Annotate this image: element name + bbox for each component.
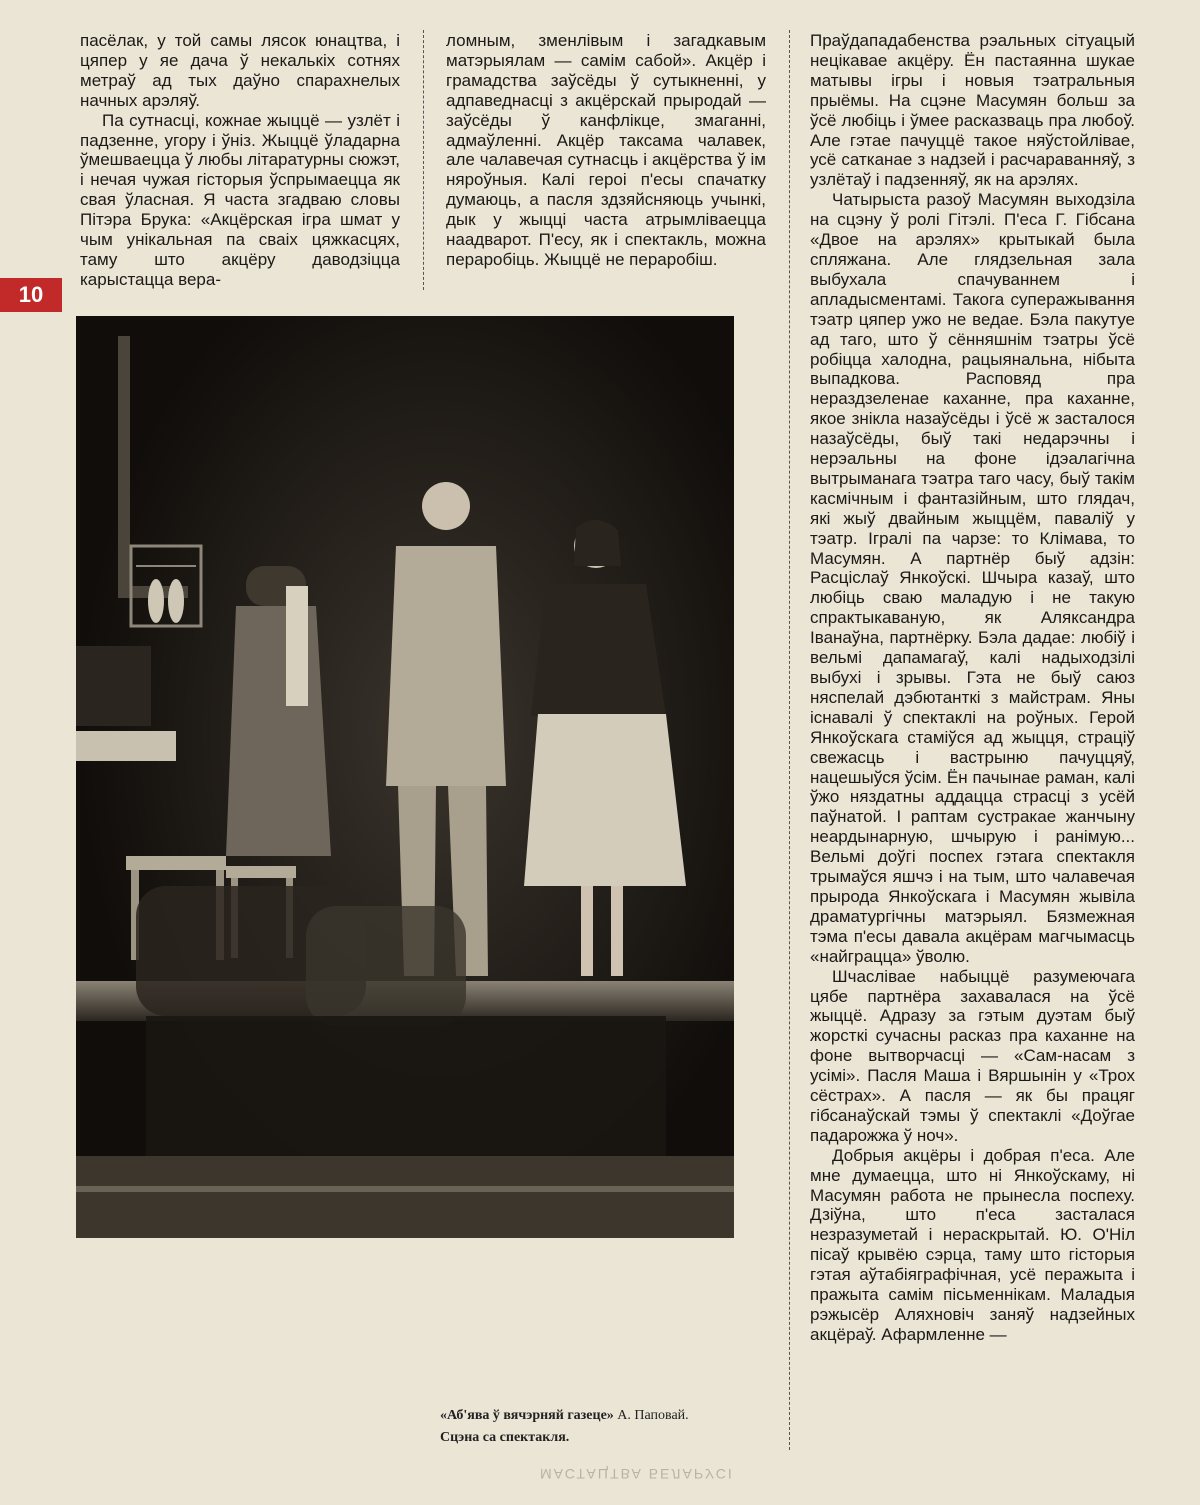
article-column-1 — [80, 31, 400, 290]
stage-photo — [76, 316, 734, 1238]
paragraph: ломным, зменлівым і загадкавым матэрыялам — самім сабой». Акцёр і грамадства заўсёды ў сутыкненні, у адпаведнасці з акцёрскай прыродай — заўсёды ў канфлікце, змаганні, адмаўленні. Акцёр таксама чалавек, але чалавечая сутнасць і акцёрства ў ім няроўныя. Калі героі п'есы спачатку думаюць, а пасля здзяйсняюць учынкі, дык у жыцці часта атрымліваецца наадварот. П'есу, як і спектакль, можна пераробіць. Жыццё не пераробіш. — [446, 31, 766, 269]
paragraph: Па сутнасці, кожнае жыццё — узлёт і падзенне, угору і ўніз. Жыццё ўладарна ўмешваецца ў любы літаратурны сюжэт, і нечая чужая гісторыя ўспрымаецца як свая ўласная. Я часта згадваю словы Пітэра Брука: «Акцёрская ігра шмат у чым унікальная па сваіх цяжкасцях, таму што акцёру даводзіцца карыстацца вера- — [80, 110, 400, 289]
paragraph: пасёлак, у той самы лясок юнацтва, і цяпер у яе дача ў некалькіх сотнях метраў ад тых даўно спарахнелых начных арэляў. — [80, 31, 400, 110]
article-column-3 — [810, 31, 1135, 1345]
page-number-badge: 10 — [0, 278, 62, 312]
paragraph: Шчаслівае набыццё разумеючага цябе партнёра захавалася на ўсё жыццё. Адразу за гэтым дуэтам быў жорсткі сучасны расказ пра каханне на фоне вытворчасці — «Сам-насам з усімі». Пасля Маша і Вяршынін у «Трох сёстрах». А пасля — як бы працяг гібсанаўскай тэмы ў спектаклі «Доўгае падарожжа ў ноч». — [810, 966, 1135, 1145]
bleed-through-text: МАСТАЦТВА БЕЛАРУСІ — [540, 1466, 734, 1482]
column-divider — [789, 30, 790, 1450]
caption-description: Сцэна са спектакля. — [440, 1430, 570, 1445]
photo-caption — [440, 1405, 780, 1449]
paragraph: Праўдападабенства рэальных сітуацый нецікавае акцёру. Ён пастаянна шукае матывы ігры і новыя тэатральныя прыёмы. На сцэне Масумян больш за ўсё любіць і ўмее расказваць пра любоў. Але гэтае пачуццё такое няўстойлівае, усё сатканае з надзей і расчараванняў, з узлётаў і падзенняў, як на арэлях. — [810, 31, 1135, 190]
paragraph: Чатырыста разоў Масумян выходзіла на сцэну ў ролі Гітэлі. П'еса Г. Гібсана «Двое на арэлях» крытыкай была спляжана. Але глядзельная зала выбухала спачуваннем і апладысментамі. Такога суперажывання тэатр цяпер ужо не ведае. Бэла пакутуе ад таго, што ў сённяшнім тэатры ўсё робіцца халодна, рацыянальна, нібыта выпадкова. Расповяд пра нераздзеленае каханне, пра каханне, якое знікла назаўсёды і ўсё ж засталося назаўсёды, быў такі недарэчны і нерэальны на фоне ідэалагічна вытрыманага тэатра таго часу, быў такім касмічным і фантазійным, што глядач, які жыў двайным жыццём, паваліў у тэатр. Ігралі па чарзе: то Клімава, то Масумян. А партнёр быў адзін: Расціслаў Янкоўскі. Шчыра казаў, што любіць сваю маладую і не такую спрактыкаваную, як Аляксандра Іванаўна, партнёрку. Бэла дадае: любіў і вельмі дапамагаў, калі надыходзілі выбухі і зрывы. Гэта не быў саюз няспелай дэбютанткі з майстрам. Яны існавалі ў спектаклі на роўных. Герой Янкоўскага стаміўся ад жыцця, страціў свежасць і вастрыню пачуццяў, нацешыўся ўсім. Ён пачынае раман, калі ўжо няздатны аддацца страсці з усёй паўнатой. І раптам сустракае жанчыну неардынарную, шчырую і ранімую... Вельмі доўгі поспех гэтага спектакля трымаўся яшчэ і на тым, што чалавечая прырода Янкоўскага і Масумян жывіла драматургічны матэрыял. Бязмежная тэма п'есы давала акцёрам магчымасць «найграцца» ўволю. — [810, 190, 1135, 966]
article-column-2 — [446, 31, 766, 270]
caption-title: «Аб'ява ў вячэрняй газеце» — [440, 1408, 614, 1423]
paragraph: Добрыя акцёры і добрая п'еса. Але мне думаецца, што ні Янкоўскаму, ні Масумян работа не прынесла поспеху. Дзіўна, што п'еса засталася незразуметай і нераскрытай. Ю. О'Ніл пісаў крывёю сэрца, таму што гісторыя гэтая аўтабіяграфічная, усё перажыта і пражыта самім пісьменнікам. Маладыя рэжысёр Аляхновіч заняў надзейных акцёраў. Афармленне — — [810, 1145, 1135, 1344]
caption-author: А. Паповай. — [617, 1408, 689, 1423]
stage-photo-illustration — [76, 316, 734, 1238]
column-divider — [423, 30, 424, 290]
